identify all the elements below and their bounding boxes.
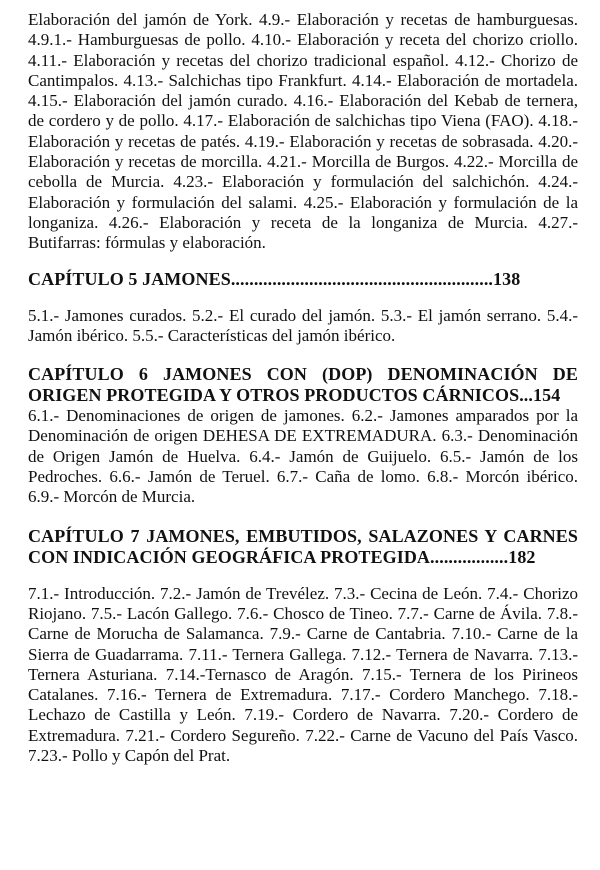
chapter-7-sections: 7.1.- Introducción. 7.2.- Jamón de Trevélez. 7.3.- Cecina de León. 7.4.- Chorizo Riojano. 7.5.- Lacón Gallego. 7.6.- Chosco de Tineo. 7.7.- Carne de Ávila. 7.8.- Carne de Morucha de Salamanca. 7.9.- Carne de Cantabria. 7.10.- Carne de la Sierra de Guadarrama. 7.11.- Ternera Gallega. 7.12.- Ternera de Navarra. 7.13.- Ternera Asturiana. 7.14.-Ternasco de Aragón. 7.15.- Ternera de los Pirineos Catalanes. 7.16.- Ternera de Extremadura. 7.17.- Cordero Manchego. 7.18.- Lechazo de Castilla y León. 7.19.- Cordero de Navarra. 7.20.- Cordero de Extremadura. 7.21.- Cordero Segureño. 7.22.- Carne de Vacuno del País Vasco. 7.23.- Pollo y Capón del Prat. <box>28 583 578 766</box>
chapter-7-heading: CAPÍTULO 7 JAMONES, EMBUTIDOS, SALAZONES Y CARNES CON INDICACIÓN GEOGRÁFICA PROTEGIDA.................182 <box>28 525 578 567</box>
chapter-4-continued-sections: Elaboración del jamón de York. 4.9.- Elaboración y recetas de hamburguesas. 4.9.1.- Hamburguesas de pollo. 4.10.- Elaboración y receta del chorizo criollo. 4.11.- Elaboración y recetas del chorizo tradicional español. 4.12.- Chorizo de Cantimpalos. 4.13.- Salchichas tipo Frankfurt. 4.14.- Elaboración de mortadela. 4.15.- Elaboración del jamón curado. 4.16.- Elaboración del Kebab de ternera, de cordero y de pollo. 4.17.- Elaboración de salchichas tipo Viena (FAO). 4.18.- Elaboración y recetas de patés. 4.19.- Elaboración y recetas de sobrasada. 4.20.- Elaboración y recetas de morcilla. 4.21.- Morcilla de Burgos. 4.22.- Morcilla de cebolla de Murcia. 4.23.- Elaboración y formulación del salchichón. 4.24.- Elaboración y formulación del salami. 4.25.- Elaboración y formulación de la longaniza. 4.26.- Elaboración y receta de la longaniza de Murcia. 4.27.- Butifarras: fórmulas y elaboración. <box>28 10 578 253</box>
chapter-6-sections: 6.1.- Denominaciones de origen de jamones. 6.2.- Jamones amparados por la Denominación de origen DEHESA DE EXTREMADURA. 6.3.- Denominación de Origen Jamón de Huelva. 6.4.- Jamón de Guijuelo. 6.5.- Jamón de los Pedroches. 6.6.- Jamón de Teruel. 6.7.- Caña de lomo. 6.8.- Morcón ibérico. 6.9.- Morcón de Murcia. <box>28 406 578 507</box>
chapter-5-sections: 5.1.- Jamones curados. 5.2.- El curado del jamón. 5.3.- El jamón serrano. 5.4.- Jamón ibérico. 5.5.- Características del jamón ibérico. <box>28 305 578 345</box>
chapter-5-heading: CAPÍTULO 5 JAMONES.........................................................138 <box>28 268 521 289</box>
document-page <box>28 10 578 766</box>
chapter-6-heading: CAPÍTULO 6 JAMONES CON (DOP) DENOMINACIÓN DE ORIGEN PROTEGIDA Y OTROS PRODUCTOS CÁRNICOS...154 <box>28 364 578 406</box>
